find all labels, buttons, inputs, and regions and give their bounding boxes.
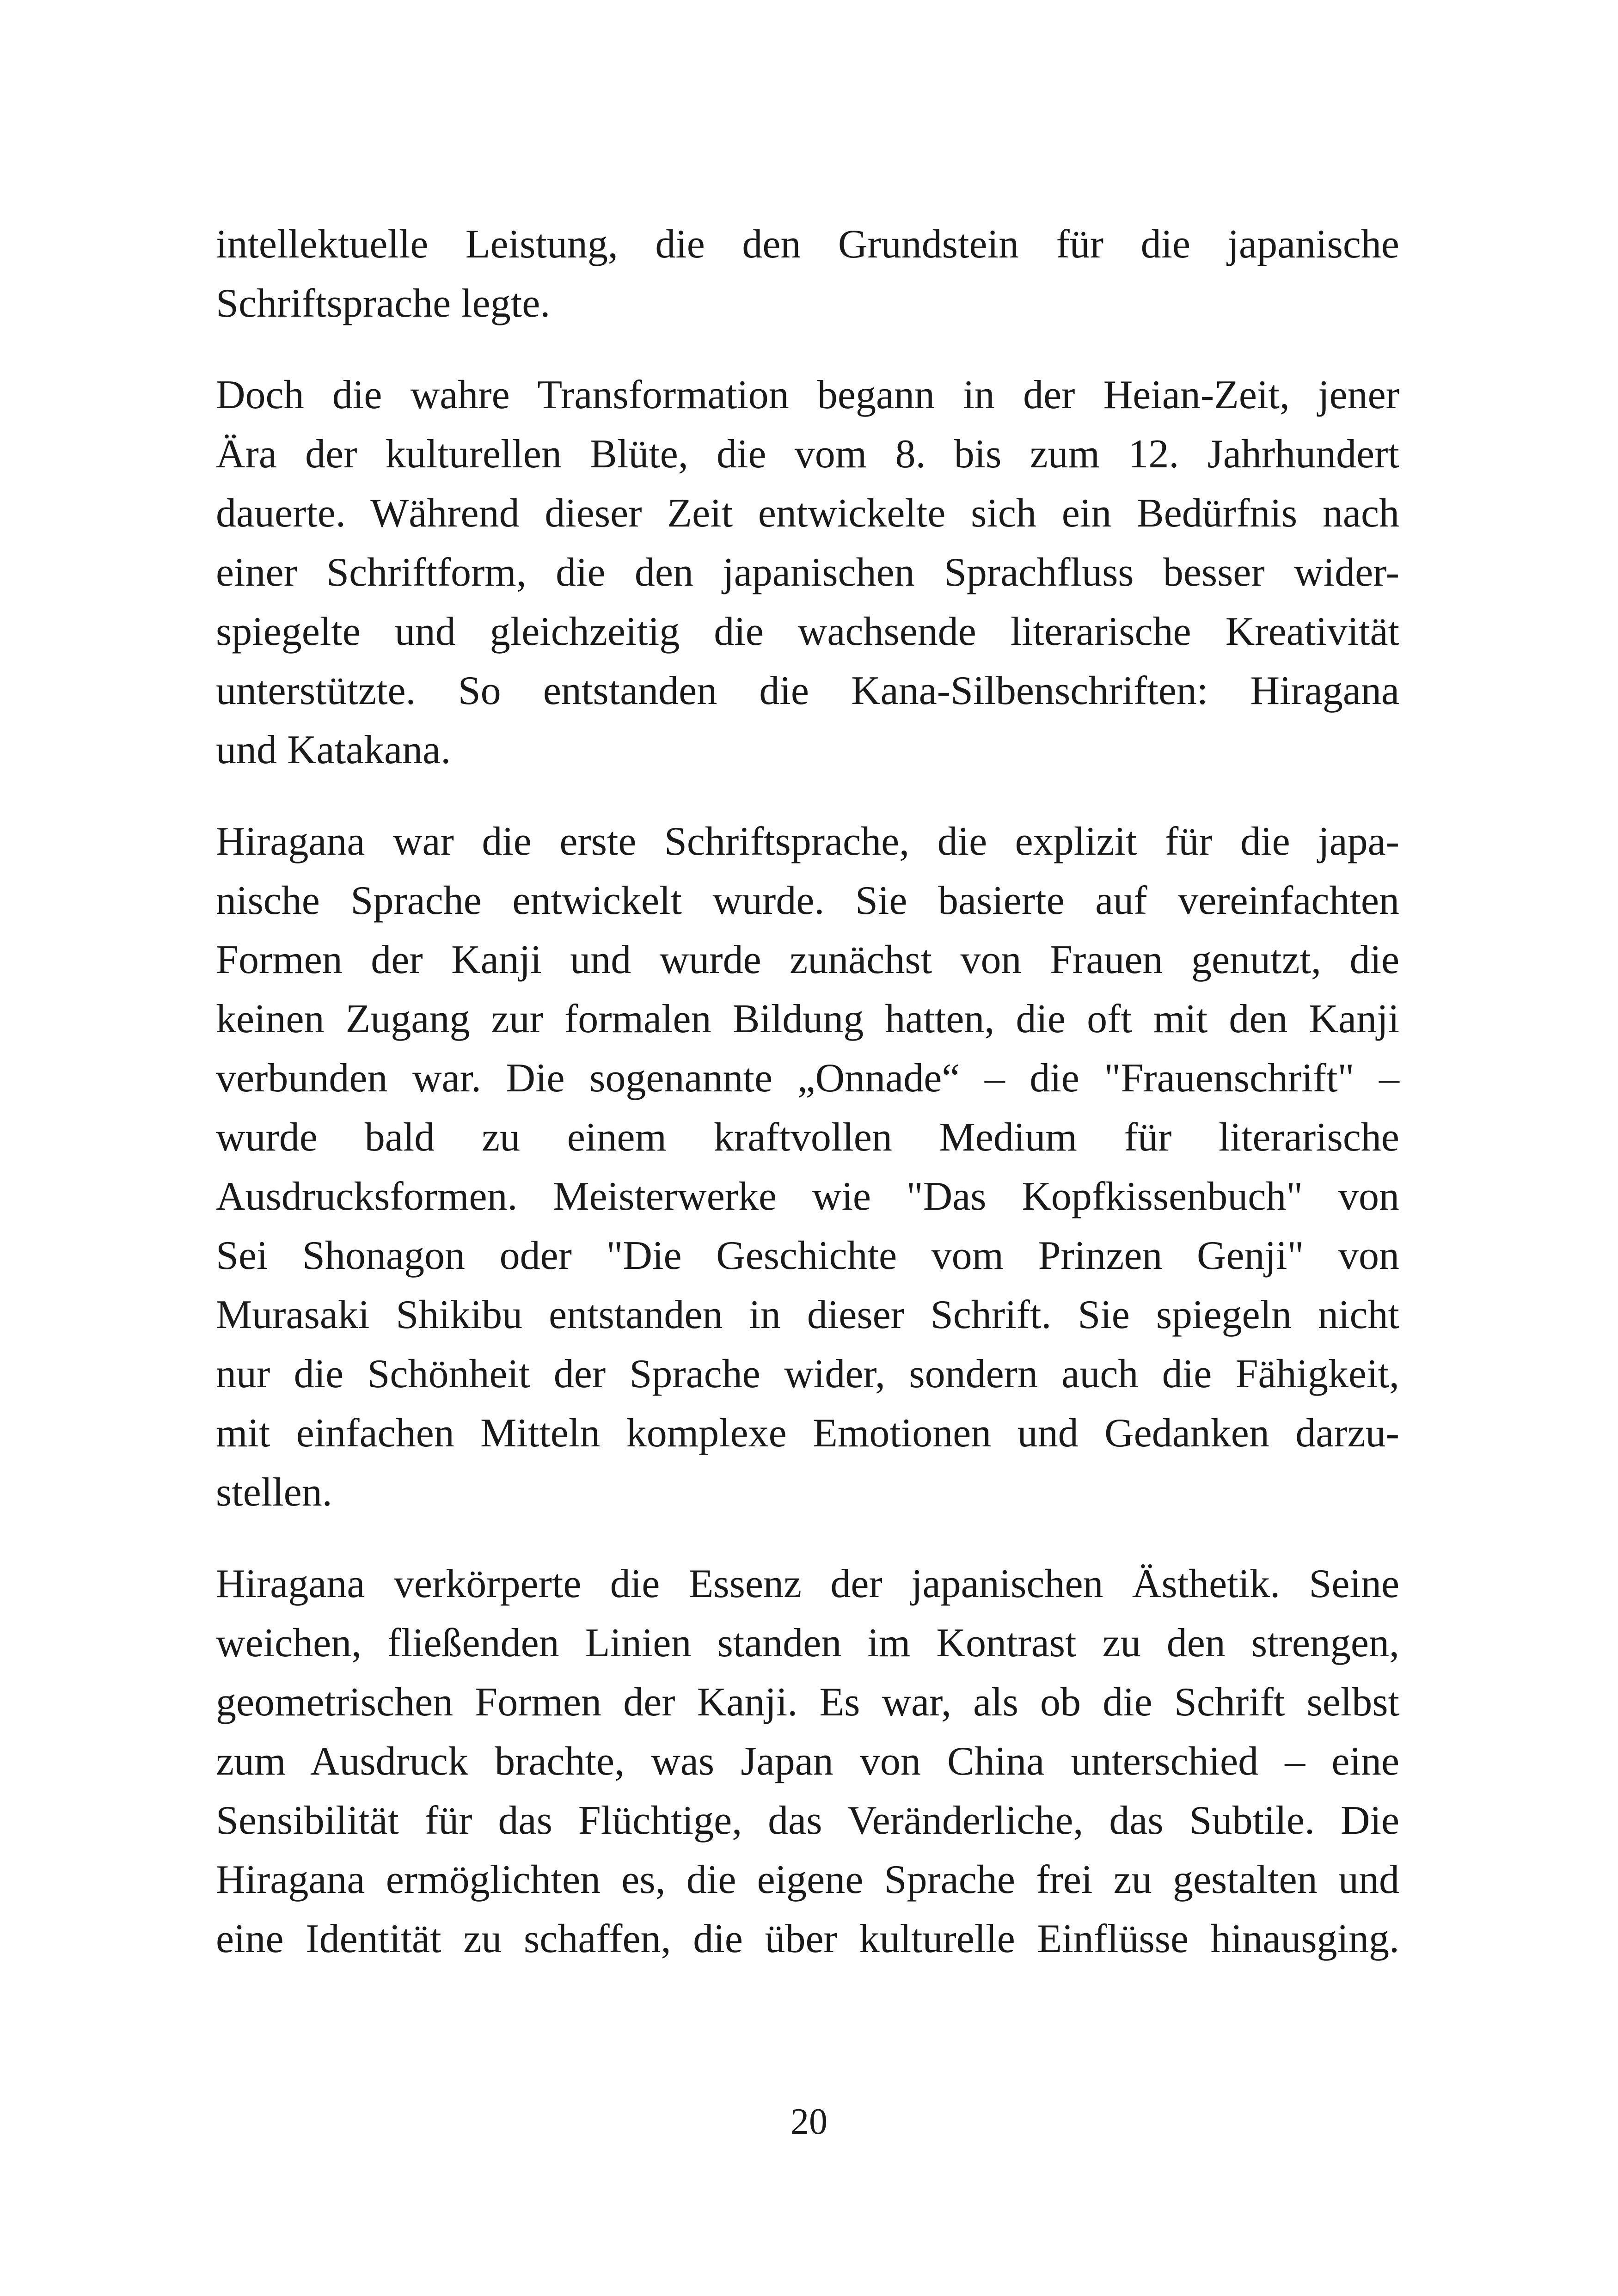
text-line: stellen. [216, 1470, 332, 1515]
text-line: verbunden war. Die sogenannte „Onnade“ – die "Frauenschrift" – [216, 1056, 1399, 1101]
text-line: Formen der Kanji und wurde zunächst von Frauen genutzt, die [216, 937, 1399, 982]
text-line: Ära der kulturellen Blüte, die vom 8. bis zum 12. Jahrhundert [216, 432, 1399, 477]
text-line: Schriftsprache legte. [216, 281, 551, 326]
text-line: Sensibilität für das Flüchtige, das Veränderliche, das Subtile. Die [216, 1798, 1399, 1843]
text-line: mit einfachen Mitteln komplexe Emotionen und Gedanken darzu- [216, 1411, 1399, 1456]
text-line: Ausdrucksformen. Meisterwerke wie "Das Kopfkissenbuch" von [216, 1174, 1399, 1219]
text-line: keinen Zugang zur formalen Bildung hatten, die oft mit den Kanji [216, 997, 1399, 1041]
text-line: weichen, fließenden Linien standen im Kontrast zu den strengen, [216, 1621, 1399, 1665]
text-line: Hiragana ermöglichten es, die eigene Sprache frei zu gestalten und [216, 1857, 1399, 1902]
text-line: Murasaki Shikibu entstanden in dieser Schrift. Sie spiegeln nicht [216, 1292, 1399, 1337]
text-line: Hiragana war die erste Schriftsprache, die explizit für die japa- [216, 819, 1399, 864]
text-line: intellektuelle Leistung, die den Grundstein für die japanische [216, 222, 1399, 267]
text-line: eine Identität zu schaffen, die über kulturelle Einflüsse hinausging. [216, 1916, 1399, 1961]
paragraph-3 [216, 812, 1399, 1522]
text-line: wurde bald zu einem kraftvollen Medium für literarische [216, 1115, 1399, 1160]
paragraph-2 [216, 366, 1399, 780]
text-line: und Katakana. [216, 728, 451, 772]
text-line: dauerte. Während dieser Zeit entwickelte sich ein Bedürfnis nach [216, 491, 1399, 536]
body-text [216, 215, 1399, 2001]
paragraph-1 [216, 215, 1399, 333]
text-line: Doch die wahre Transformation begann in der Heian-Zeit, jener [216, 373, 1399, 417]
text-line: Hiragana verkörperte die Essenz der japanischen Ästhetik. Seine [216, 1561, 1399, 1606]
text-line: zum Ausdruck brachte, was Japan von China unterschied – eine [216, 1739, 1399, 1784]
text-line: geometrischen Formen der Kanji. Es war, als ob die Schrift selbst [216, 1680, 1399, 1725]
paragraph-4 [216, 1555, 1399, 1969]
text-line: Sei Shonagon oder "Die Geschichte vom Prinzen Genji" von [216, 1233, 1399, 1278]
text-line: nische Sprache entwickelt wurde. Sie basierte auf vereinfachten [216, 878, 1399, 923]
text-line: spiegelte und gleichzeitig die wachsende literarische Kreativität [216, 609, 1399, 654]
text-line: unterstützte. So entstanden die Kana-Silbenschriften: Hiragana [216, 668, 1399, 713]
text-line: einer Schriftform, die den japanischen Sprachfluss besser wider- [216, 550, 1399, 595]
text-line: nur die Schönheit der Sprache wider, sondern auch die Fähigkeit, [216, 1352, 1399, 1396]
page-number: 20 [791, 2101, 827, 2142]
